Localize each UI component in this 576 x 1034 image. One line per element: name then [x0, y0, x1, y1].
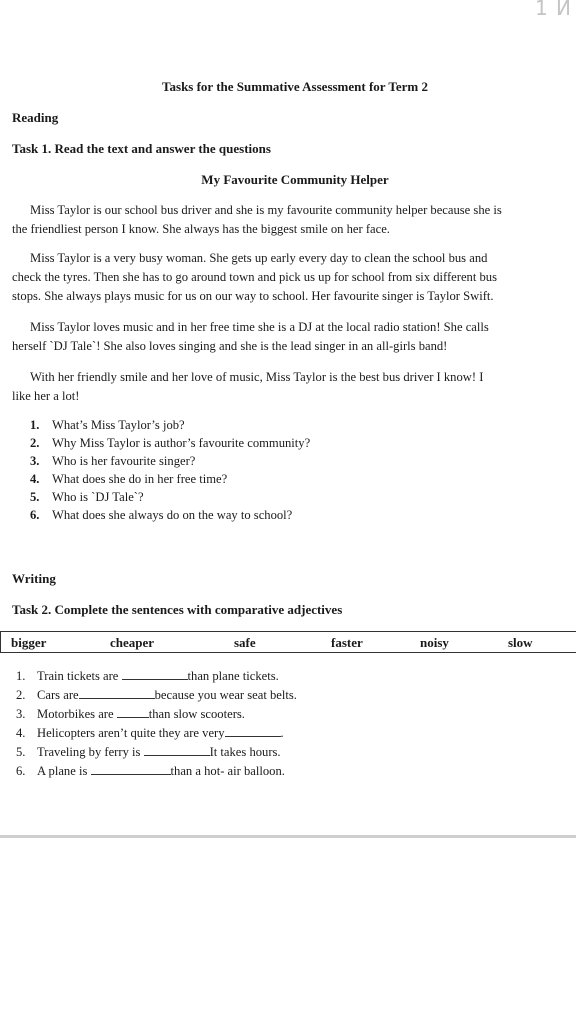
list-item: [16, 686, 297, 705]
sentence-start: Traveling by ferry is: [37, 745, 141, 759]
list-item: [16, 724, 297, 743]
list-item: [16, 743, 297, 762]
page-number-mark: 1 И: [534, 0, 572, 20]
sentence-end: than slow scooters.: [148, 707, 245, 721]
question-text: What does she do in her free time?: [52, 472, 228, 486]
answer-blank[interactable]: [144, 743, 210, 756]
list-item: [30, 434, 310, 452]
item-number: 2.: [30, 436, 40, 450]
question-text: What’s Miss Taylor’s job?: [52, 418, 185, 432]
word-bank-cell: noisy: [420, 635, 449, 650]
item-number: 3.: [16, 707, 26, 721]
paragraph-1: [12, 201, 576, 239]
question-text: What does she always do on the way to school?: [52, 508, 293, 522]
sentence-end: because you wear seat belts.: [154, 688, 297, 702]
list-item: [16, 762, 297, 781]
paragraph-line: check the tyres. Then she has to go around town and pick us up for school from six different bus: [12, 270, 497, 284]
list-item: [16, 667, 297, 686]
sentence-end: than plane tickets.: [187, 669, 279, 683]
sentence-end: .: [280, 726, 284, 740]
paragraph-line: Miss Taylor loves music and in her free time she is a DJ at the local radio station! She calls: [30, 320, 489, 334]
list-item: [16, 705, 297, 724]
paragraph-2: [12, 249, 576, 306]
paragraph-4: [12, 368, 576, 406]
sentence-start: Train tickets are: [37, 669, 119, 683]
item-number: 6.: [16, 764, 26, 778]
paragraph-line: stops. She always plays music for us on our way to school. Her favourite singer is Taylor Swift.: [12, 289, 494, 303]
question-text: Why Miss Taylor is author’s favourite community?: [52, 436, 311, 450]
answer-blank[interactable]: [225, 724, 281, 737]
list-item: [30, 416, 310, 434]
word-bank-cell: bigger: [11, 635, 47, 650]
document-title: Tasks for the Summative Assessment for Term 2: [162, 79, 428, 94]
item-number: 4.: [30, 472, 40, 486]
questions-list: [30, 416, 310, 524]
paragraph-line: With her friendly smile and her love of music, Miss Taylor is the best bus driver I know! I: [30, 370, 484, 384]
sentence-start: Cars are: [37, 688, 79, 702]
item-number: 1.: [16, 669, 26, 683]
item-number: 6.: [30, 508, 40, 522]
writing-heading: Writing: [12, 571, 56, 586]
item-number: 4.: [16, 726, 26, 740]
list-item: [30, 506, 310, 524]
answer-blank[interactable]: [122, 667, 188, 680]
item-number: 3.: [30, 454, 40, 468]
sentence-end: It takes hours.: [209, 745, 281, 759]
item-number: 2.: [16, 688, 26, 702]
list-item: [30, 470, 310, 488]
item-number: 5.: [16, 745, 26, 759]
sentence-start: Helicopters aren’t quite they are very: [37, 726, 225, 740]
answer-blank[interactable]: [79, 686, 155, 699]
sentence-start: A plane is: [37, 764, 88, 778]
paragraph-line: herself `DJ Tale`! She also loves singing and she is the lead singer in an all-girls band!: [12, 339, 448, 353]
word-bank-cell: cheaper: [110, 635, 155, 650]
task2-heading: Task 2. Complete the sentences with comparative adjectives: [12, 602, 343, 617]
item-number: 5.: [30, 490, 40, 504]
word-bank-table: [0, 631, 576, 653]
task1-heading: Task 1. Read the text and answer the questions: [12, 141, 271, 156]
paragraph-3: [12, 318, 576, 356]
answer-blank[interactable]: [117, 705, 149, 718]
sentence-end: than a hot- air balloon.: [170, 764, 285, 778]
sentence-start: Motorbikes are: [37, 707, 114, 721]
question-text: Who is her favourite singer?: [52, 454, 196, 468]
word-bank-cell: slow: [508, 635, 533, 650]
list-item: [30, 488, 310, 506]
page-divider: [0, 835, 576, 838]
answer-blank[interactable]: [91, 762, 171, 775]
reading-heading: Reading: [12, 110, 59, 125]
text-title: My Favourite Community Helper: [201, 172, 389, 187]
paragraph-line: Miss Taylor is our school bus driver and she is my favourite community helper because she is: [30, 203, 502, 217]
sentences-list: [16, 667, 297, 781]
word-bank-cell: faster: [331, 635, 363, 650]
item-number: 1.: [30, 418, 40, 432]
question-text: Who is `DJ Tale`?: [52, 490, 144, 504]
paragraph-line: the friendliest person I know. She always has the biggest smile on her face.: [12, 222, 390, 236]
paragraph-line: like her a lot!: [12, 389, 80, 403]
word-bank-cell: safe: [234, 635, 256, 650]
paragraph-line: Miss Taylor is a very busy woman. She gets up early every day to clean the school bus and: [30, 251, 488, 265]
list-item: [30, 452, 310, 470]
